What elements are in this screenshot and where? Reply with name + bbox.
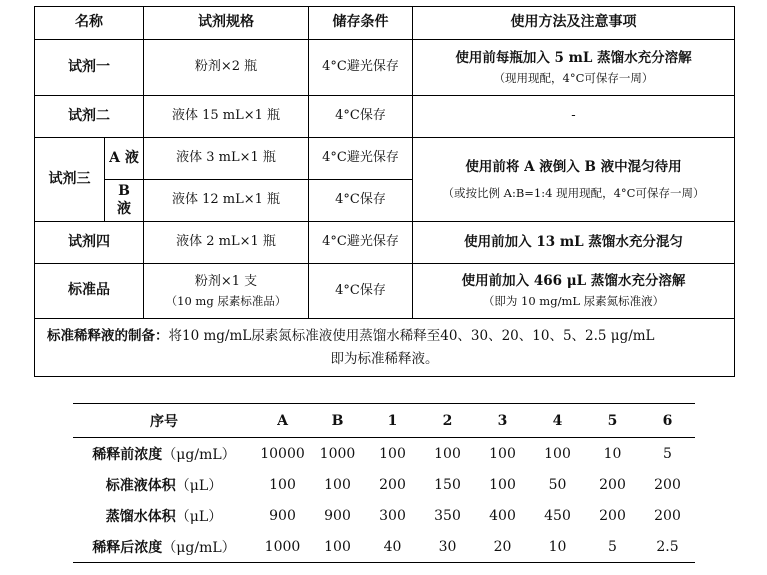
reagent-spec: 液体 15 mL×1 瓶	[144, 96, 309, 138]
dilution-table-header	[73, 404, 695, 438]
reagent-usage	[413, 138, 735, 222]
row-unit: （μL）	[175, 508, 223, 525]
reagent-spec: 粉剂×2 瓶	[144, 40, 309, 96]
table-cell: 100	[489, 476, 516, 493]
spec-note: （10 mg 尿素标准品）	[165, 293, 287, 308]
table-row	[73, 469, 695, 500]
column-header: A	[255, 404, 310, 438]
header-storage: 储存条件	[309, 7, 413, 40]
table-cell: 1000	[264, 538, 301, 555]
row-label-text: 标准液体积	[105, 477, 176, 494]
usage-text: 使用前加入 13 mL 蒸馏水充分混匀	[464, 234, 683, 251]
header-name: 名称	[35, 7, 144, 40]
reagent-table-header	[35, 7, 735, 40]
row-label	[73, 469, 255, 500]
table-row	[35, 96, 735, 138]
dilution-table	[73, 403, 695, 563]
reagent-name: 试剂三	[35, 138, 105, 222]
table-cell: 200	[599, 507, 626, 524]
table-row	[35, 40, 735, 96]
reagent-storage: 4°C保存	[309, 180, 413, 222]
table-cell: 200	[654, 507, 681, 524]
usage-text: 使用前将 A 液倒入 B 液中混匀待用	[465, 158, 682, 175]
reagent-storage: 4°C避光保存	[309, 40, 413, 96]
table-cell: 100	[434, 445, 461, 462]
footer-text: 将10 mg/mL尿素氮标准液使用蒸馏水稀释至40、30、20、10、5、2.5 μg/mL	[168, 328, 655, 345]
table-cell: 900	[324, 507, 351, 524]
header-index: 序号	[73, 404, 255, 438]
footer-text-line2: 即为标准稀释液。	[330, 350, 439, 367]
reagent-name: 标准品	[35, 264, 144, 319]
table-cell: 400	[489, 507, 516, 524]
table-cell: 100	[544, 445, 571, 462]
column-header: 1	[365, 404, 420, 438]
table-cell: 40	[383, 538, 402, 555]
header-spec: 试剂规格	[144, 7, 309, 40]
usage-note: （即为 10 mg/mL 尿素氮标准液）	[482, 294, 665, 309]
table-cell: 1000	[319, 445, 356, 462]
row-label	[73, 531, 255, 563]
column-header: 6	[640, 404, 695, 438]
row-label-text: 蒸馏水体积	[105, 508, 176, 525]
reagent-spec: 液体 3 mL×1 瓶	[144, 138, 309, 180]
table-cell: 900	[269, 507, 296, 524]
table-cell: 100	[489, 445, 516, 462]
usage-text: 使用前每瓶加入 5 mL 蒸馏水充分溶解	[455, 49, 692, 66]
reagent-storage: 4°C保存	[309, 96, 413, 138]
reagent-usage	[413, 40, 735, 96]
reagent-usage	[413, 222, 735, 264]
usage-note: （或按比例 A:B=1:4 现用现配，4°C可保存一周）	[442, 185, 705, 200]
header-usage: 使用方法及注意事项	[413, 7, 735, 40]
table-cell: 10000	[260, 445, 305, 462]
row-unit: （μg/mL）	[162, 446, 236, 463]
spec-text: 粉剂×1 支	[194, 273, 258, 289]
table-row	[35, 138, 735, 180]
column-header: 2	[420, 404, 475, 438]
dilution-instructions	[35, 319, 735, 377]
reagent-spec: 液体 2 mL×1 瓶	[144, 222, 309, 264]
table-cell: 200	[654, 476, 681, 493]
column-header: 4	[530, 404, 585, 438]
table-cell: 450	[544, 507, 571, 524]
reagent-spec: 液体 12 mL×1 瓶	[144, 180, 309, 222]
usage-text: 使用前加入 466 μL 蒸馏水充分溶解	[461, 273, 686, 290]
table-cell: 10	[603, 445, 622, 462]
table-cell: 100	[379, 445, 406, 462]
table-cell: 5	[608, 538, 617, 555]
table-cell: 2.5	[656, 538, 679, 555]
table-footer-row	[35, 319, 735, 377]
row-unit: （μg/mL）	[162, 539, 236, 556]
table-row	[35, 264, 735, 319]
reagent-usage: -	[413, 96, 735, 138]
reagent-name: 试剂四	[35, 222, 144, 264]
reagent-spec	[144, 264, 309, 319]
column-header: B	[310, 404, 365, 438]
table-cell: 20	[493, 538, 512, 555]
reagent-usage	[413, 264, 735, 319]
table-cell: 5	[663, 445, 672, 462]
column-header: 5	[585, 404, 640, 438]
row-unit: （μL）	[175, 477, 223, 494]
table-row	[35, 222, 735, 264]
row-label-text: 稀释后浓度	[92, 539, 163, 556]
row-label	[73, 438, 255, 470]
table-row	[73, 438, 695, 470]
reagent-storage: 4°C避光保存	[309, 222, 413, 264]
table-cell: 10	[548, 538, 567, 555]
sub-reagent-label: A 液	[105, 138, 144, 180]
table-cell: 50	[548, 476, 567, 493]
reagent-storage: 4°C保存	[309, 264, 413, 319]
footer-label: 标准稀释液的制备：	[47, 328, 169, 345]
table-cell: 100	[269, 476, 296, 493]
reagent-name: 试剂一	[35, 40, 144, 96]
table-row	[73, 500, 695, 531]
table-cell: 300	[379, 507, 406, 524]
table-cell: 150	[434, 476, 461, 493]
table-cell: 200	[379, 476, 406, 493]
table-cell: 350	[434, 507, 461, 524]
row-label	[73, 500, 255, 531]
reagent-name: 试剂二	[35, 96, 144, 138]
sub-reagent-label: B 液	[105, 180, 144, 222]
table-row	[73, 531, 695, 563]
reagent-storage: 4°C避光保存	[309, 138, 413, 180]
reagent-table	[34, 6, 735, 377]
usage-note: （现用现配，4°C可保存一周）	[493, 70, 654, 85]
row-label-text: 稀释前浓度	[92, 446, 163, 463]
table-cell: 100	[324, 538, 351, 555]
table-cell: 100	[324, 476, 351, 493]
column-header: 3	[475, 404, 530, 438]
table-cell: 200	[599, 476, 626, 493]
table-cell: 30	[438, 538, 457, 555]
